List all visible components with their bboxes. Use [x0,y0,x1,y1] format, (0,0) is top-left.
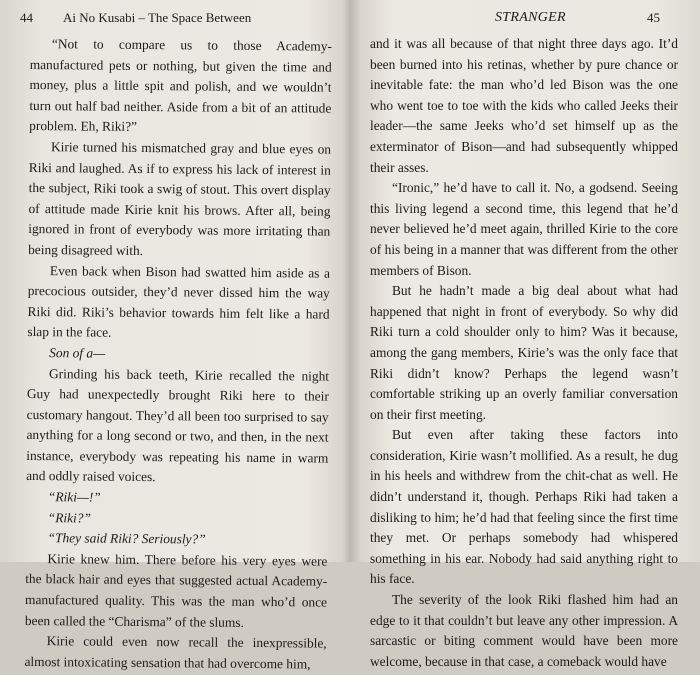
paragraph: The severity of the look Riki flashed him had an edge to it that couldn’t but leave any other impression. A sarcastic or biting comment would have been more welcome, because in that case, a comeback would have [370,592,678,669]
paragraph: Son of a— [49,345,106,361]
paragraph: “Not to compare us to those Academy-manufactured pets or nothing, but given the time and money, plus a little spit and polish, and we wouldn’t turn out half bad neither. Aside from a bit of an attitude problem. Eh, Riki?” [29,36,332,135]
paragraph: Kirie turned his mismatched gray and blue eyes on Riki and laughed. As if to express his lack of interest in the subject, Riki took a swig of stout. This overt display of attitude made Kirie knit his brows. After all, being ignored in front of everybody was more irritating than being disagreed with. [28,139,332,258]
page-number: 45 [647,10,660,25]
page-body [24,34,332,675]
paragraph: Grinding his back teeth, Kirie recalled the night Guy had unexpectedly brought Riki here to their customary hangout. They’d all been too surprised to say anything for a long second or two, and then, in the next instance, everybody was repeating his name in warm and oddly raised voices. [26,365,330,485]
paragraph: “Ironic,” he’d have to call it. No, a godsend. Seeing this living legend a second time, this legend that he’d never believed he’d meet again, thrilled Kirie to the core of his being in a manner that was different from the other members of Bison. [370,180,678,278]
running-title: STRANGER [495,10,566,25]
left-page [0,0,350,672]
paragraph: and it was all because of that night three days ago. It’d been burned into his retinas, whether by pure chance or inevitable fate: the man who’d led Bison was the one who went toe to toe with the kids who called Jeeks their leader—the same Jeeks who’d set himself up as the exterminator of Bison—and had subsequently whipped their asses. [370,36,678,175]
paragraph: Even back when Bison had swatted him aside as a precocious outsider, they’d never dissed him the way Riki did. Riki’s behavior towards him felt like a hard slap in the face. [27,262,330,341]
page-number: 44 [20,10,33,25]
paragraph: “Riki?” [47,509,92,526]
page-body [370,34,678,672]
paragraph: Kirie knew him. There before his very eyes were the black hair and eyes that suggested actual Academy-manufactured quality. This was the man who’d once been called the “Charisma” of the slums. [24,551,328,630]
paragraph: “They said Riki? Seriously?” [47,530,206,547]
running-title: Ai No Kusabi – The Space Between [63,10,252,25]
paragraph: But he hadn’t made a big deal about what had happened that night in front of everybody. So why did Riki turn a cold shoulder only to him? Was it because, among the gang members, Kirie’s was the only face that Riki didn’t know? Perhaps the legend wasn’t comfortable striking up an overly familiar conversation on their first meeting. [370,283,678,422]
paragraph: Kirie could even now recall the inexpressible, almost intoxicating sensation that had overcome him, [24,633,327,672]
paragraph: But even after taking these factors into consideration, Kirie wasn’t mollified. As a result, he dug in his heels and withdrew from the chit-chat as well. He didn’t understand it, though. Perhaps Riki had taken a disliking to him; he’d had that feeling since the first time they met. Or perhaps somebody had whispered something in his ear. Nobody had said anything right to his face. [370,427,678,587]
right-page [350,0,700,669]
paragraph: “Riki—!” [47,489,101,505]
